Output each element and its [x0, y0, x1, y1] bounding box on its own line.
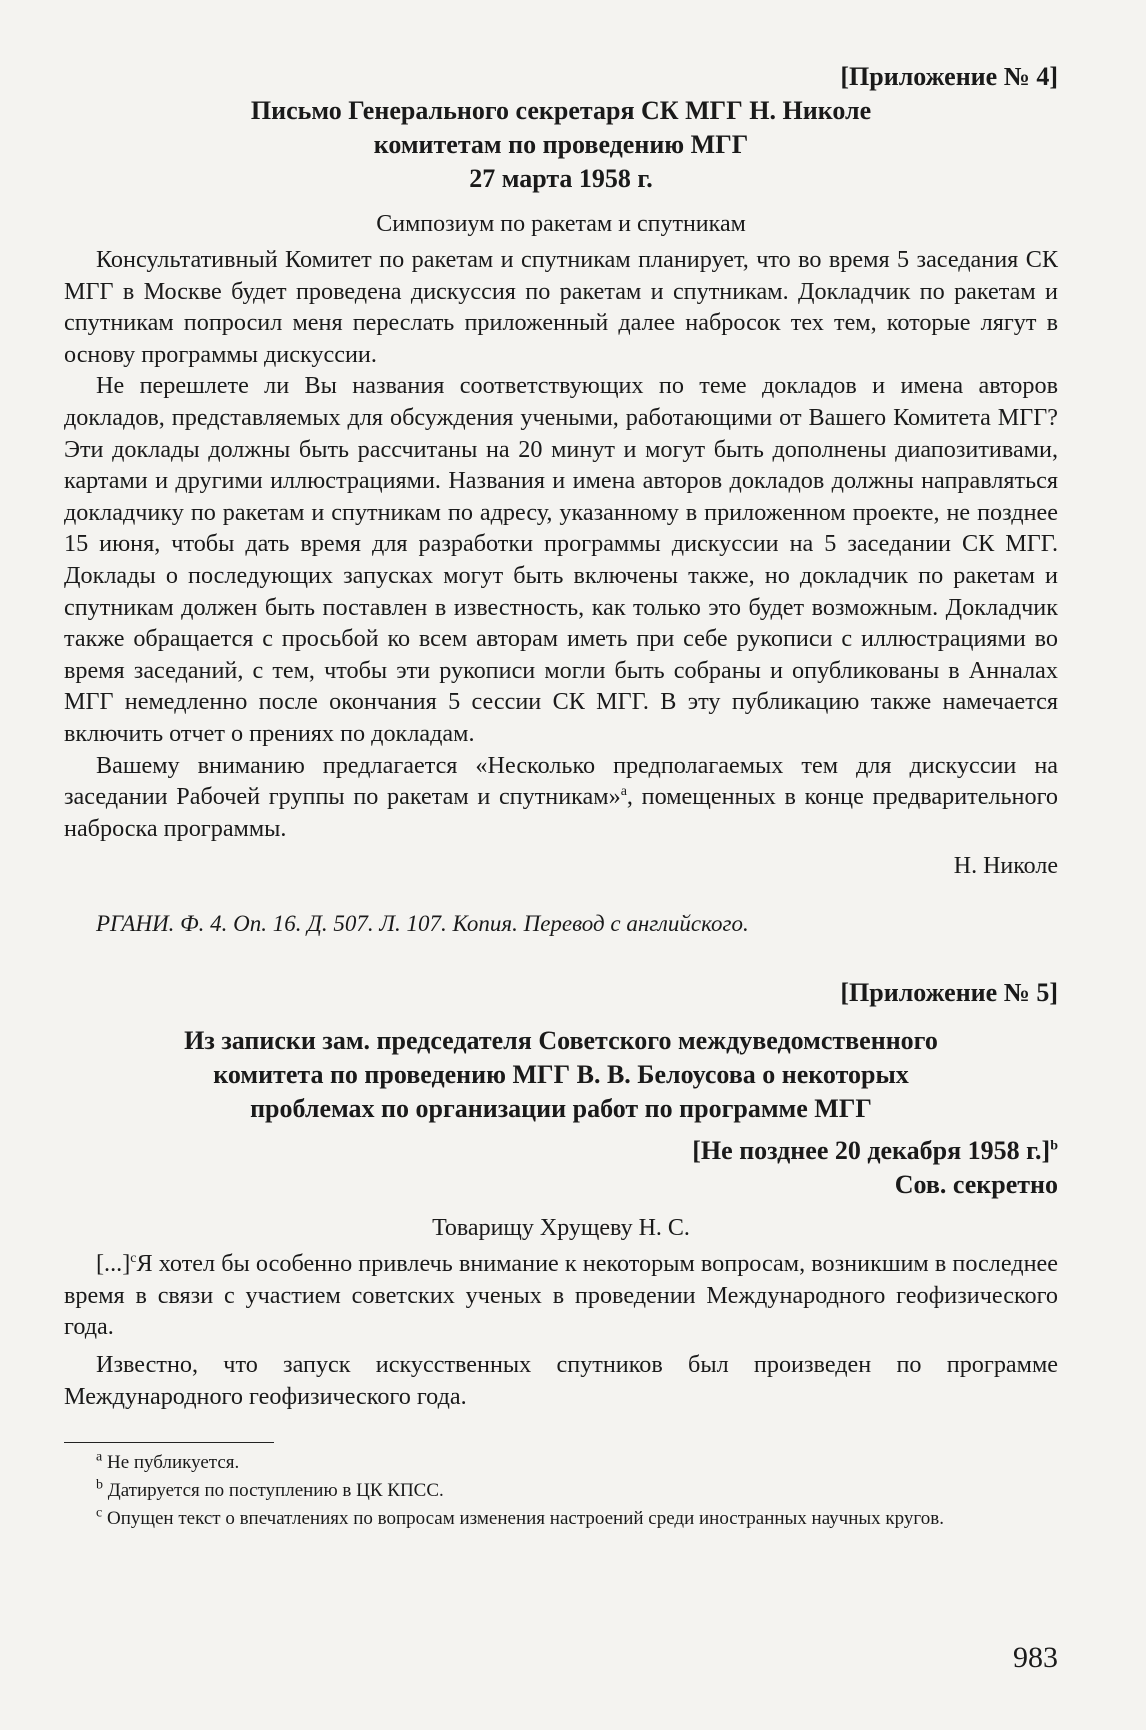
- appendix-5-label: [Приложение № 5]: [840, 978, 1058, 1008]
- appendix-4-label: [Приложение № 4]: [840, 62, 1058, 91]
- appendix-4-title-date: 27 марта 1958 г.: [469, 164, 653, 193]
- appendix-5-paragraph-1: [64, 1248, 1058, 1343]
- footnote-b: $^b$ Датируется по поступлению в ЦК КПСС.: [96, 1477, 444, 1502]
- appendix-5-paragraph-2: Известно, что запуск искусственных спутников был произведен по программе Международного геофизического года.: [64, 1351, 1058, 1410]
- paragraph-1-text: Я хотел бы особенно привлечь внимание к некоторым вопросам, возникшим в последнее время в связи с участием советских ученых в проведении Международного геофизического года.: [64, 1250, 1058, 1341]
- appendix-4-paragraph-2: Не перешлете ли Вы названия соответствующих по теме докладов и имена авторов докладов, представляемых для обсуждения учеными, работающими от Вашего Комитета МГГ? Эти доклады должны быть рассчитаны на 20 минут и могут быть дополнены диапозитивами, картами и другими иллюстрациями. Названия и имена авторов докладов должны направляться докладчику по ракетам и спутникам по адресу, указанному в приложенном проекте, не позднее 15 июня, чтобы дать время для разработки программы дискуссии на 5 заседании СК МГГ. Доклады о последующих запусках могут быть включены также, но докладчик по ракетам и спутникам должен быть поставлен в известность, как только это будет возможным. Докладчик также обращается с просьбой ко всем авторам иметь при себе рукописи с иллюстрациями во время заседаний, с тем, чтобы эти рукописи могли быть собраны и опубликованы в Анналах МГГ немедленно после окончания 5 сессии СК МГГ. В эту публикацию также намечается включить отчет о прениях по докладам.: [64, 372, 1058, 747]
- footnote-divider: [64, 1442, 274, 1443]
- appendix-5-date: [64, 1134, 1058, 1168]
- footnote-c: $^c$ Опущен текст о впечатлениях по вопросам изменения настроений среди иностранных научных кругов.: [96, 1505, 944, 1530]
- appendix-4-paragraph-3: [64, 750, 1058, 845]
- footnote-ref-a: a: [620, 784, 627, 800]
- page-number: 983: [1013, 1641, 1058, 1674]
- appendix-4-archive-source: РГАНИ. Ф. 4. Оп. 16. Д. 507. Л. 107. Копия. Перевод с английского.: [96, 911, 749, 937]
- appendix-5-title-line-1: Из записки зам. председателя Советского междуведомственного: [184, 1026, 938, 1056]
- paragraph-3-text-after: , помещенных в конце предварительного наброска программы.: [64, 783, 1058, 842]
- classification-stamp: Сов. секретно: [894, 1170, 1058, 1200]
- footnote-a: $^a$ Не публикуется.: [96, 1449, 240, 1474]
- appendix-4-signature: Н. Николе: [953, 853, 1058, 880]
- appendix-5-title-line-3: проблемах по организации работ по программе МГГ: [250, 1094, 872, 1124]
- footnote-ref-c: c: [130, 1251, 137, 1267]
- appendix-4-title-line-1: Письмо Генерального секретаря СК МГГ Н. Николе: [250, 96, 872, 125]
- paragraph-3-text-before: Вашему вниманию предлагается «Несколько предполагаемых тем для дискуссии на заседании Рабочей группы по ракетам и спутникам»: [64, 751, 1058, 811]
- appendix-5-title-line-2: комитета по проведению МГГ В. В. Белоусова о некоторых: [213, 1060, 909, 1090]
- appendix-4-paragraph-1: Консультативный Комитет по ракетам и спутникам планирует, что во время 5 заседания СК МГГ в Москве будет проведена дискуссия по ракетам и спутникам. Докладчик по ракетам и спутникам попросил меня переслать приложенный далее набросок тех тем, которые лягут в основу программы дискуссии.: [64, 246, 1058, 368]
- footnotes: [64, 1442, 1058, 1533]
- appendix-4-title-line-2: комитетам по проведению МГГ: [373, 130, 749, 159]
- omission-mark: [...]: [96, 1250, 131, 1278]
- appendix-4-subheading: Симпозиум по ракетам и спутникам: [376, 211, 746, 237]
- appendix-5-date-text: [Не позднее 20 декабря 1958 г.]: [692, 1136, 1051, 1166]
- addressee: Товарищу Хрущеву Н. С.: [432, 1215, 690, 1242]
- footnote-ref-b: b: [1050, 1138, 1058, 1154]
